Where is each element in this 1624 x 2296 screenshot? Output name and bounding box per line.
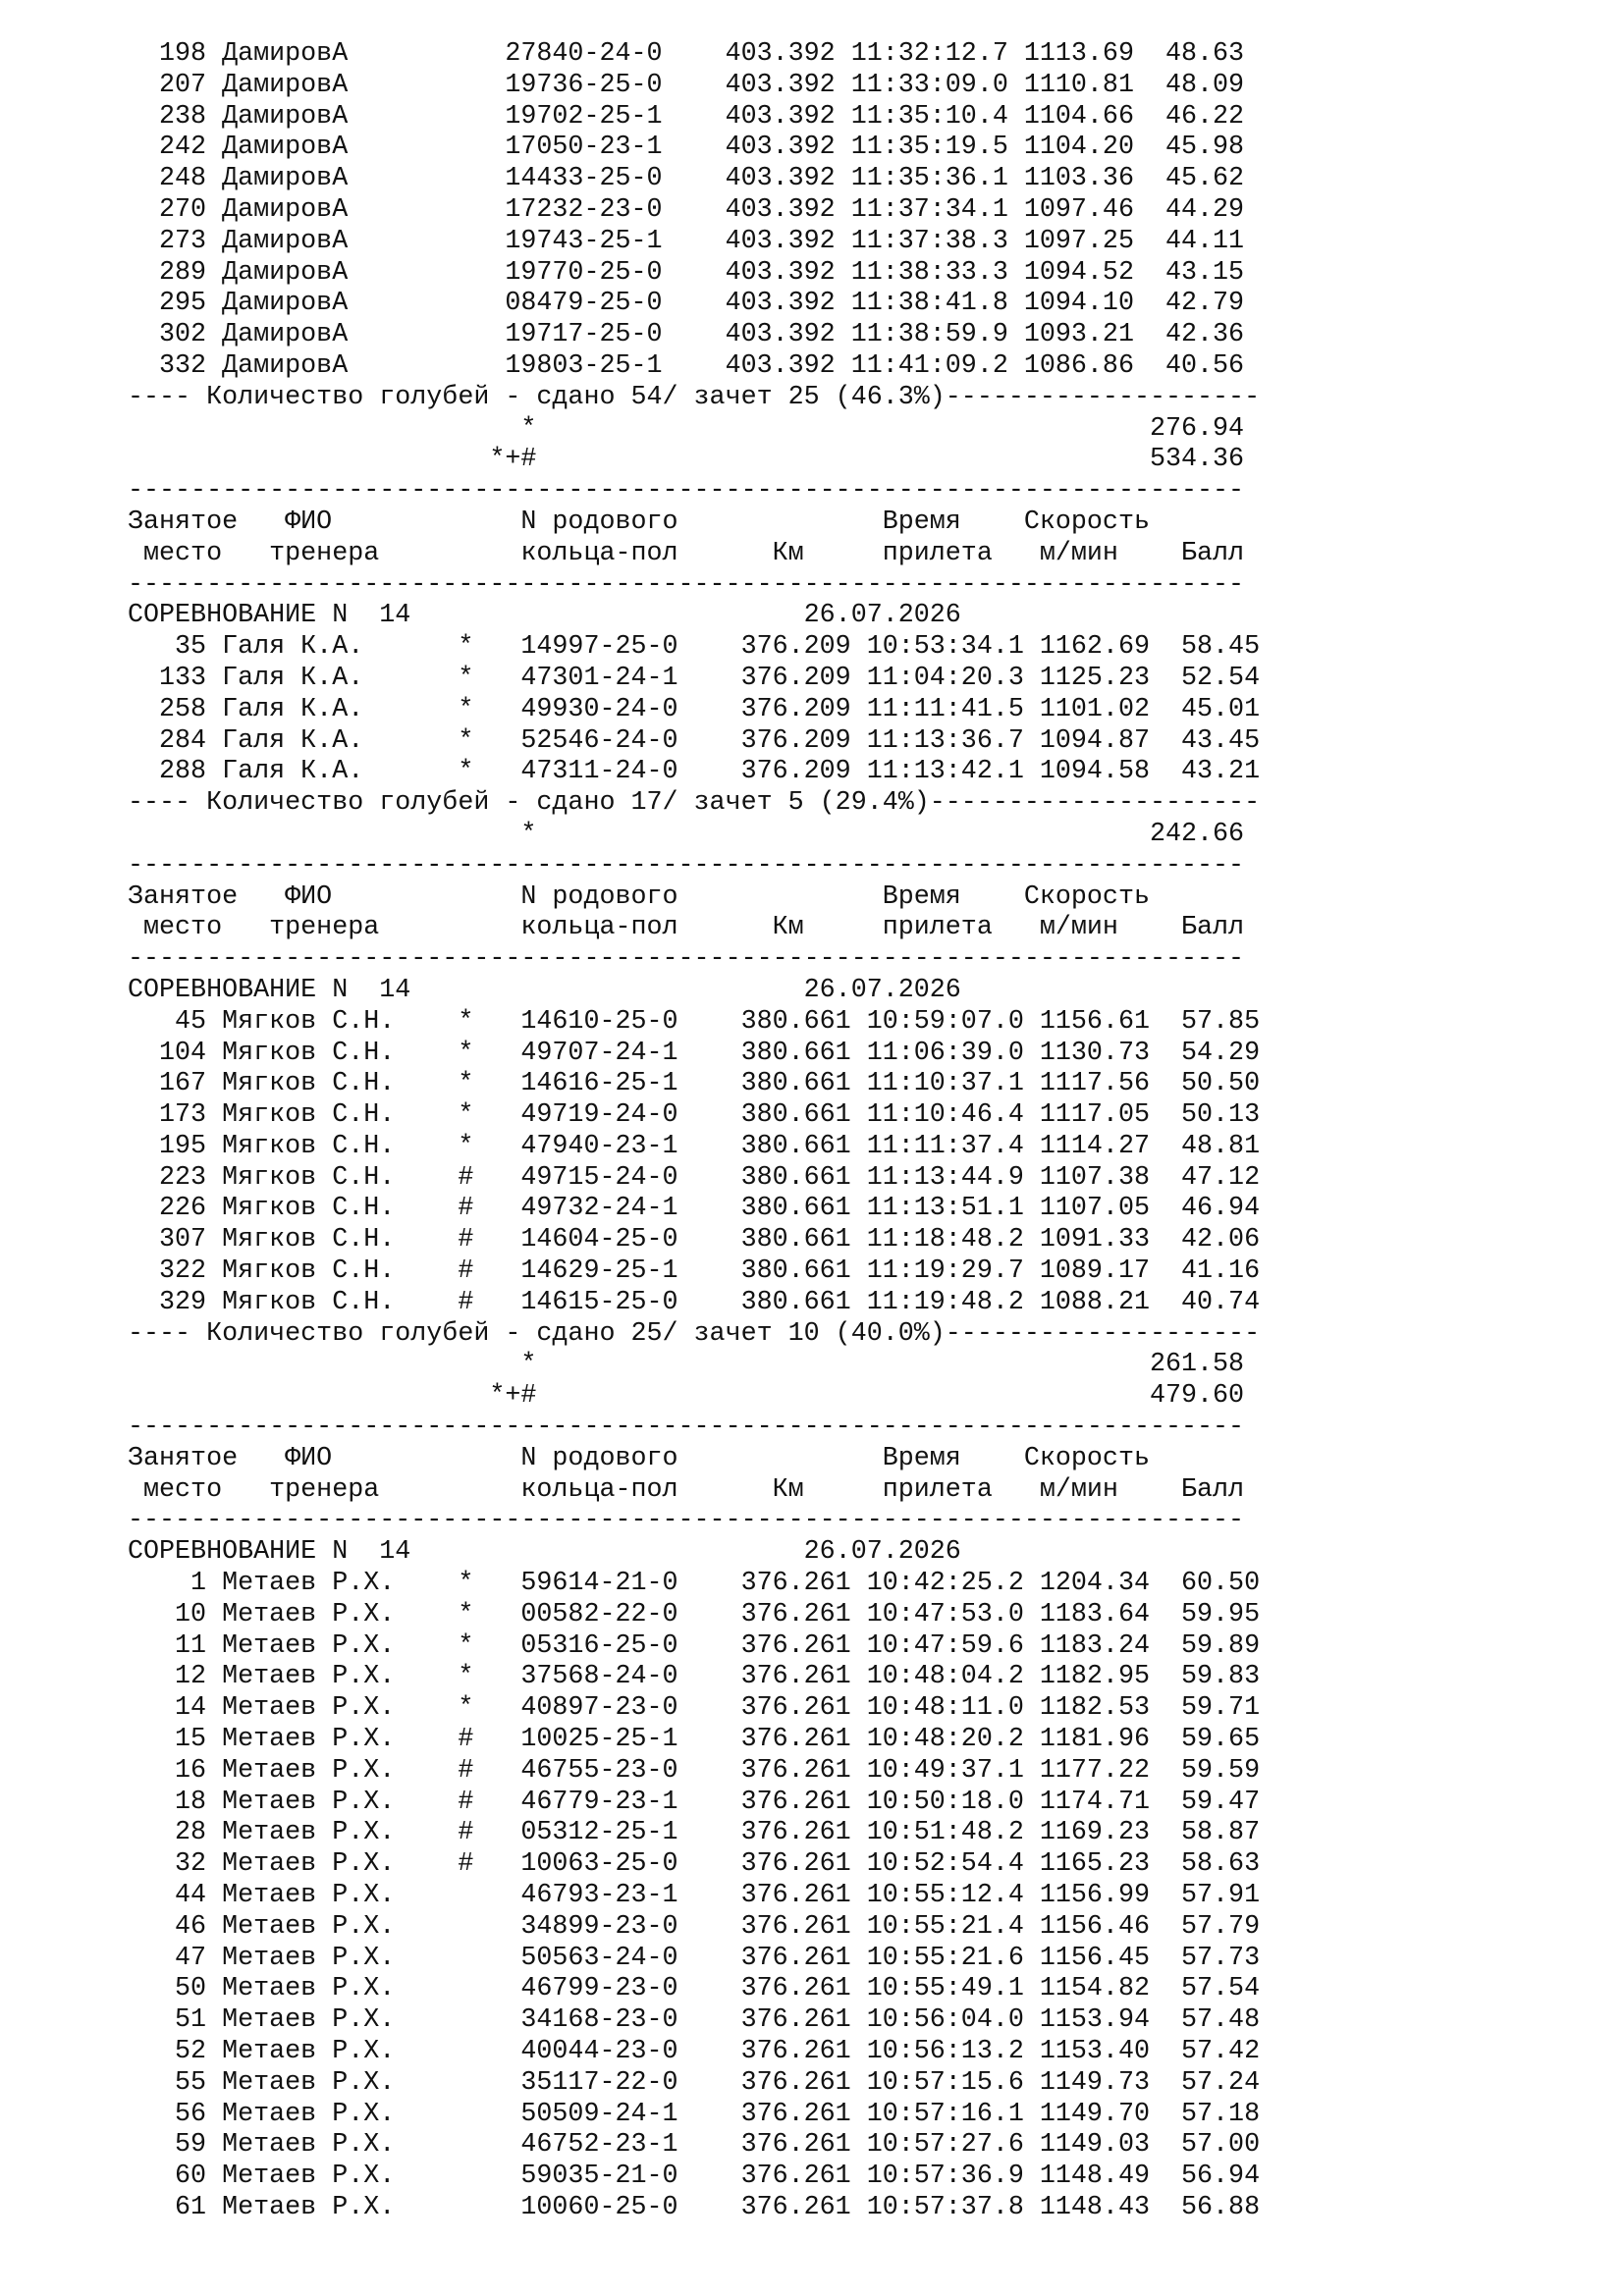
printout-line: Занятое ФИО N родового Время Скорость — [128, 881, 1150, 912]
printout-line: 32 Метаев Р.Х. # 10063-25-0 376.261 10:52:54.4 1165.23 58.63 — [128, 1849, 1261, 1880]
printout-line: * 242.66 — [128, 819, 1245, 849]
printout-line: 288 Галя К.А. * 47311-24-0 376.209 11:13:42.1 1094.58 43.21 — [128, 757, 1261, 787]
printout-line: ----------------------------------------------------------------------- — [128, 1506, 1245, 1536]
printout-line: ----------------------------------------------------------------------- — [128, 850, 1245, 881]
printout-line: 51 Метаев Р.Х. 34168-23-0 376.261 10:56:04.0 1153.94 57.48 — [128, 2005, 1261, 2036]
printout-line: Занятое ФИО N родового Время Скорость — [128, 507, 1150, 537]
printout-line: 55 Метаев Р.Х. 35117-22-0 376.261 10:57:15.6 1149.73 57.24 — [128, 2067, 1261, 2098]
printout-line: 270 ДамировА 17232-23-0 403.392 11:37:34.1 1097.46 44.29 — [128, 194, 1245, 225]
printout-line: 16 Метаев Р.Х. # 46755-23-0 376.261 10:49:37.1 1177.22 59.59 — [128, 1755, 1261, 1786]
printout-line: * 261.58 — [128, 1350, 1245, 1380]
printout-line: 284 Галя К.А. * 52546-24-0 376.209 11:13:36.7 1094.87 43.45 — [128, 725, 1261, 756]
printout-line: 207 ДамировА 19736-25-0 403.392 11:33:09.0 1110.81 48.09 — [128, 70, 1245, 100]
printout-line: место тренера кольца-пол Км прилета м/мин Балл — [128, 913, 1245, 943]
printout-line: 1 Метаев Р.Х. * 59614-21-0 376.261 10:42:25.2 1204.34 60.50 — [128, 1569, 1261, 1599]
printout-line: 195 Мягков С.Н. * 47940-23-1 380.661 11:11:37.4 1114.27 48.81 — [128, 1131, 1261, 1161]
printout-line: 14 Метаев Р.Х. * 40897-23-0 376.261 10:48:11.0 1182.53 59.71 — [128, 1693, 1261, 1724]
printout-line: 226 Мягков С.Н. # 49732-24-1 380.661 11:13:51.1 1107.05 46.94 — [128, 1194, 1261, 1224]
printout-line: 248 ДамировА 14433-25-0 403.392 11:35:36.1 1103.36 45.62 — [128, 164, 1245, 194]
printout-line: 59 Метаев Р.Х. 46752-23-1 376.261 10:57:27.6 1149.03 57.00 — [128, 2130, 1261, 2161]
printout-line: 289 ДамировА 19770-25-0 403.392 11:38:33.3 1094.52 43.15 — [128, 257, 1245, 288]
printout-line: СОРЕВНОВАНИЕ N 14 26.07.2026 — [128, 975, 961, 1005]
printout-line: 307 Мягков С.Н. # 14604-25-0 380.661 11:18:48.2 1091.33 42.06 — [128, 1225, 1261, 1255]
printout-line: Занятое ФИО N родового Время Скорость — [128, 1443, 1150, 1473]
printout-line: *+# 479.60 — [128, 1381, 1245, 1412]
printout-line: 258 Галя К.А. * 49930-24-0 376.209 11:11:41.5 1101.02 45.01 — [128, 694, 1261, 724]
printout-line: 35 Галя К.А. * 14997-25-0 376.209 10:53:34.1 1162.69 58.45 — [128, 632, 1261, 663]
printout-line: 167 Мягков С.Н. * 14616-25-1 380.661 11:10:37.1 1117.56 50.50 — [128, 1069, 1261, 1099]
printout-line: 10 Метаев Р.Х. * 00582-22-0 376.261 10:47:53.0 1183.64 59.95 — [128, 1599, 1261, 1629]
printout-line: 47 Метаев Р.Х. 50563-24-0 376.261 10:55:21.6 1156.45 57.73 — [128, 1943, 1261, 1973]
printout-line: ---- Количество голубей - сдано 17/ зачет 5 (29.4%)--------------------- — [128, 788, 1261, 819]
printout-line: *+# 534.36 — [128, 445, 1245, 475]
results-printout — [128, 39, 1502, 2224]
printout-line: 332 ДамировА 19803-25-1 403.392 11:41:09.2 1086.86 40.56 — [128, 350, 1245, 381]
printout-line: 60 Метаев Р.Х. 59035-21-0 376.261 10:57:36.9 1148.49 56.94 — [128, 2162, 1261, 2192]
printout-line: 329 Мягков С.Н. # 14615-25-0 380.661 11:19:48.2 1088.21 40.74 — [128, 1287, 1261, 1317]
printout-line: 302 ДамировА 19717-25-0 403.392 11:38:59.9 1093.21 42.36 — [128, 320, 1245, 350]
printout-line: 61 Метаев Р.Х. 10060-25-0 376.261 10:57:37.8 1148.43 56.88 — [128, 2192, 1261, 2222]
printout-line: 238 ДамировА 19702-25-1 403.392 11:35:10.4 1104.66 46.22 — [128, 101, 1245, 132]
printout-line: 198 ДамировА 27840-24-0 403.392 11:32:12.7 1113.69 48.63 — [128, 39, 1245, 69]
printout-line: 133 Галя К.А. * 47301-24-1 376.209 11:04:20.3 1125.23 52.54 — [128, 663, 1261, 693]
printout-line: ----------------------------------------------------------------------- — [128, 944, 1245, 975]
printout-line: * 276.94 — [128, 413, 1245, 444]
printout-line: 45 Мягков С.Н. * 14610-25-0 380.661 10:59:07.0 1156.61 57.85 — [128, 1006, 1261, 1037]
printout-line: 28 Метаев Р.Х. # 05312-25-1 376.261 10:51:48.2 1169.23 58.87 — [128, 1818, 1261, 1848]
printout-line: 173 Мягков С.Н. * 49719-24-0 380.661 11:10:46.4 1117.05 50.13 — [128, 1100, 1261, 1131]
printout-line: ---- Количество голубей - сдано 54/ зачет 25 (46.3%)-------------------- — [128, 382, 1261, 412]
printout-line: 46 Метаев Р.Х. 34899-23-0 376.261 10:55:21.4 1156.46 57.79 — [128, 1911, 1261, 1942]
printout-line: 12 Метаев Р.Х. * 37568-24-0 376.261 10:48:04.2 1182.95 59.83 — [128, 1662, 1261, 1692]
printout-line: 44 Метаев Р.Х. 46793-23-1 376.261 10:55:12.4 1156.99 57.91 — [128, 1881, 1261, 1911]
printout-line: СОРЕВНОВАНИЕ N 14 26.07.2026 — [128, 1537, 961, 1568]
printout-line: ---- Количество голубей - сдано 25/ зачет 10 (40.0%)-------------------- — [128, 1318, 1261, 1349]
printout-line: ----------------------------------------------------------------------- — [128, 476, 1245, 507]
printout-line: 11 Метаев Р.Х. * 05316-25-0 376.261 10:47:59.6 1183.24 59.89 — [128, 1630, 1261, 1661]
printout-line: ----------------------------------------------------------------------- — [128, 1413, 1245, 1443]
printout-line: 322 Мягков С.Н. # 14629-25-1 380.661 11:19:29.7 1089.17 41.16 — [128, 1256, 1261, 1287]
printout-line: 56 Метаев Р.Х. 50509-24-1 376.261 10:57:16.1 1149.70 57.18 — [128, 2099, 1261, 2129]
printout-line: 52 Метаев Р.Х. 40044-23-0 376.261 10:56:13.2 1153.40 57.42 — [128, 2037, 1261, 2066]
printout-line: 15 Метаев Р.Х. # 10025-25-1 376.261 10:48:20.2 1181.96 59.65 — [128, 1725, 1261, 1755]
printout-line: 104 Мягков С.Н. * 49707-24-1 380.661 11:06:39.0 1130.73 54.29 — [128, 1038, 1261, 1068]
printout-line: место тренера кольца-пол Км прилета м/мин Балл — [128, 538, 1245, 568]
printout-line: 295 ДамировА 08479-25-0 403.392 11:38:41.8 1094.10 42.79 — [128, 289, 1245, 319]
printout-line: 18 Метаев Р.Х. # 46779-23-1 376.261 10:50:18.0 1174.71 59.47 — [128, 1787, 1261, 1817]
printout-line: 50 Метаев Р.Х. 46799-23-0 376.261 10:55:49.1 1154.82 57.54 — [128, 1974, 1261, 2004]
printout-line: 273 ДамировА 19743-25-1 403.392 11:37:38.3 1097.25 44.11 — [128, 226, 1245, 256]
printout-line: ----------------------------------------------------------------------- — [128, 569, 1245, 600]
printout-line: СОРЕВНОВАНИЕ N 14 26.07.2026 — [128, 601, 961, 631]
printout-line: 242 ДамировА 17050-23-1 403.392 11:35:19.5 1104.20 45.98 — [128, 133, 1245, 163]
printout-line: место тренера кольца-пол Км прилета м/мин Балл — [128, 1474, 1245, 1505]
printout-line: 223 Мягков С.Н. # 49715-24-0 380.661 11:13:44.9 1107.38 47.12 — [128, 1162, 1261, 1193]
